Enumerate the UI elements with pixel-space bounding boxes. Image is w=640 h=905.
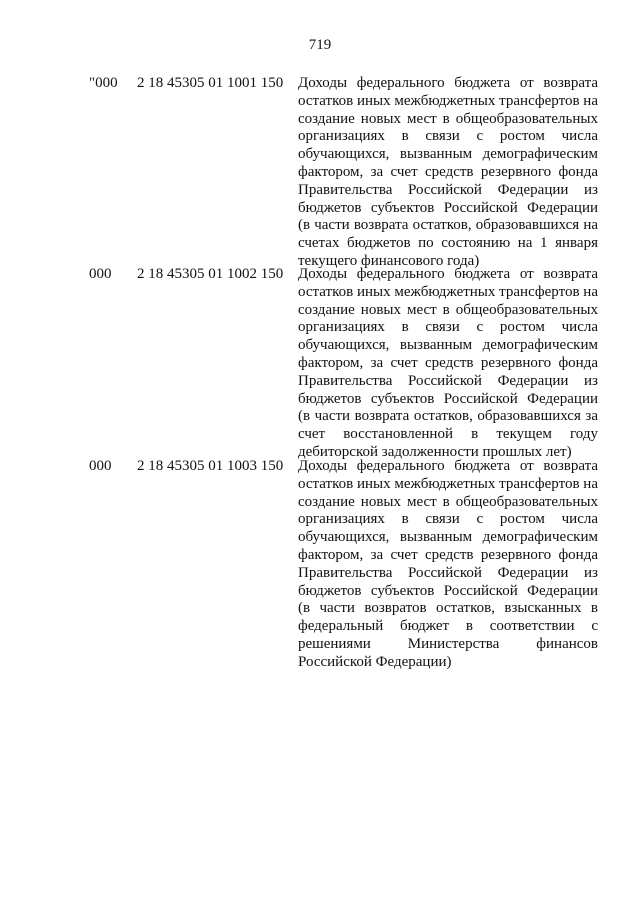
description-line: Доходы федерального бюджета от возврата [298, 75, 598, 91]
description-line: Доходы федерального бюджета от возврата [298, 458, 598, 474]
entry-description [298, 458, 598, 672]
description-line: счетах бюджетов по состоянию на 1 января [298, 235, 598, 252]
description-line: бюджетов субъектов Российской Федерации [298, 390, 598, 407]
admin-code: "000 [89, 75, 118, 91]
description-line: (в части возврата остатков, образовавшихся за [298, 408, 598, 425]
description-line: создание новых мест в общеобразовательных [298, 493, 598, 510]
page-number: 719 [308, 37, 332, 53]
description-line: Правительства Российской Федерации из [298, 372, 598, 389]
description-line: Российской Федерации) [298, 653, 452, 670]
description-line: создание новых мест в общеобразовательных [298, 110, 598, 127]
entry-description [298, 75, 598, 271]
description-line: Правительства Российской Федерации из [298, 564, 598, 581]
description-line: фактором, за счет средств резервного фонда [298, 546, 598, 563]
description-line: федеральный бюджет в соответствии с [298, 618, 598, 635]
description-line: бюджетов субъектов Российской Федерации [298, 199, 598, 216]
description-line: фактором, за счет средств резервного фонда [298, 354, 598, 371]
description-line: (в части возвратов остатков, взысканных в [298, 600, 598, 617]
description-line: организациях в связи с ростом числа [298, 319, 598, 336]
description-line: организациях в связи с ростом числа [298, 511, 598, 528]
kbk-code: 2 18 45305 01 1003 150 [137, 458, 284, 474]
description-line: обучающихся, вызванным демографическим [298, 529, 598, 546]
description-line: остатков иных межбюджетных трансфертов на [298, 92, 598, 109]
admin-code: 000 [89, 266, 112, 282]
description-line: остатков иных межбюджетных трансфертов на [298, 283, 598, 300]
description-line: решениями Министерства финансов [298, 635, 598, 652]
entry-description [298, 266, 598, 462]
description-line: обучающихся, вызванным демографическим [298, 337, 598, 354]
description-line: Доходы федерального бюджета от возврата [298, 266, 598, 282]
description-line: бюджетов субъектов Российской Федерации [298, 582, 598, 599]
description-line: счет восстановленной в текущем году [298, 426, 598, 443]
description-line: обучающихся, вызванным демографическим [298, 146, 598, 163]
description-line: дебиторской задолженности прошлых лет) [298, 443, 572, 460]
description-line: организациях в связи с ростом числа [298, 128, 598, 145]
description-line: текущего финансового года) [298, 252, 480, 269]
description-line: Правительства Российской Федерации из [298, 181, 598, 198]
kbk-code: 2 18 45305 01 1002 150 [137, 266, 284, 282]
admin-code: 000 [89, 458, 112, 474]
description-line: остатков иных межбюджетных трансфертов на [298, 475, 598, 492]
description-line: (в части возврата остатков, образовавшихся на [298, 217, 598, 234]
description-line: создание новых мест в общеобразовательных [298, 301, 598, 318]
description-line: фактором, за счет средств резервного фонда [298, 163, 598, 180]
kbk-code: 2 18 45305 01 1001 150 [137, 75, 284, 91]
